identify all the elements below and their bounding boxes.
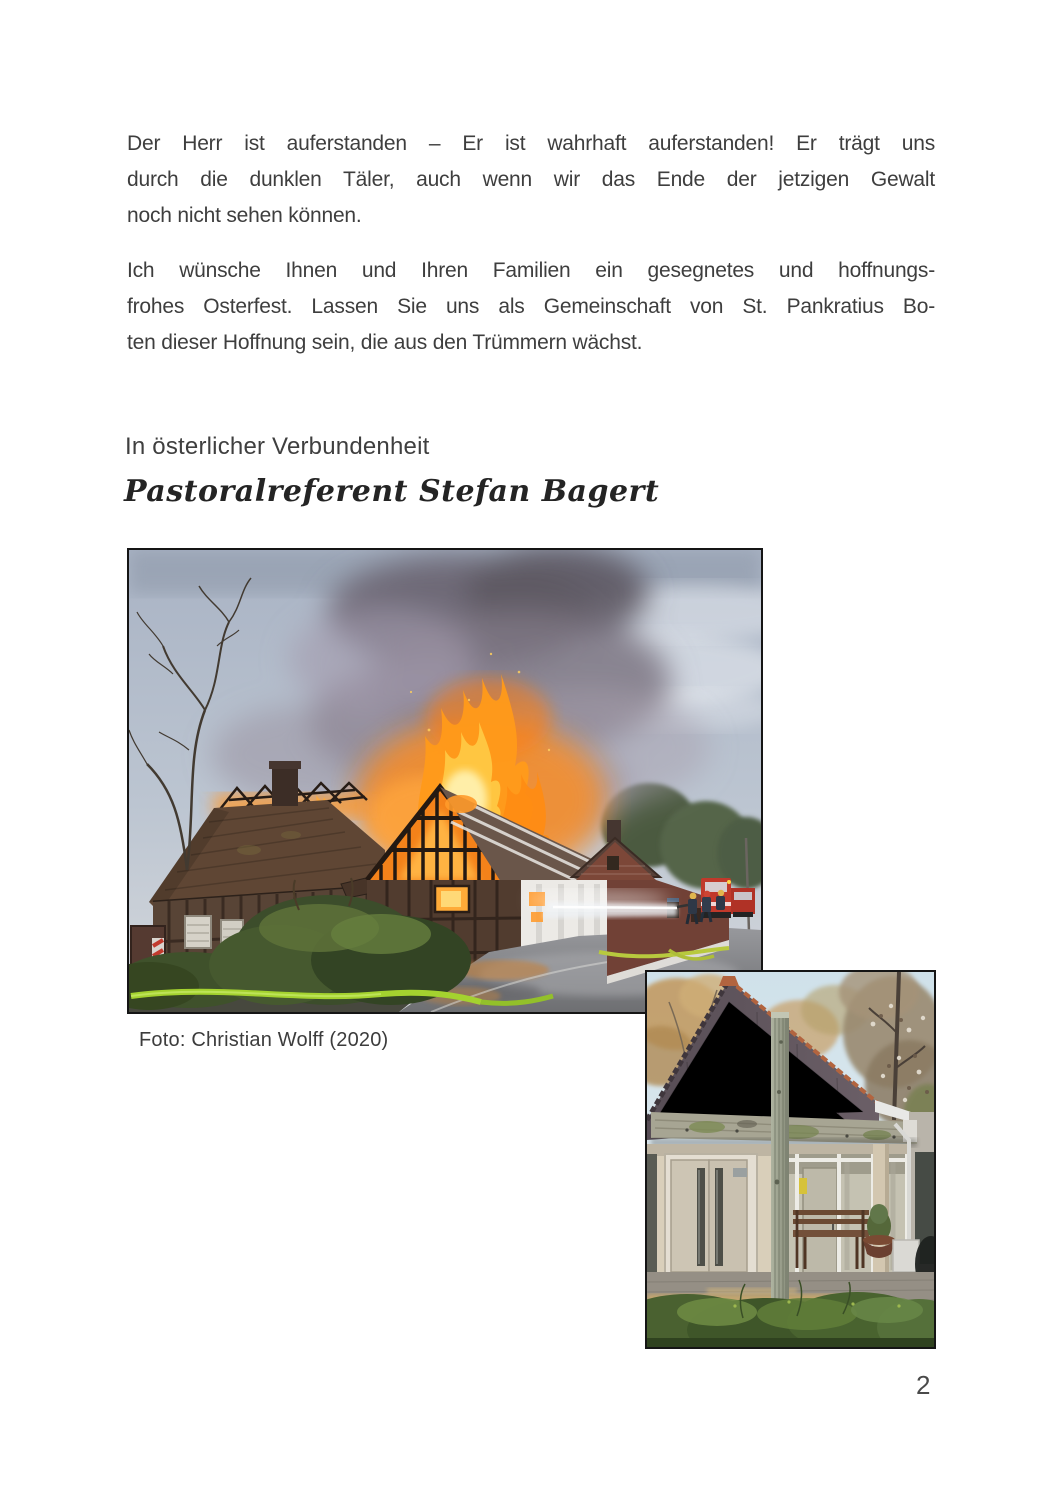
text-line: ten dieser Hoffnung sein, die aus den Trümmern wächst. (127, 331, 643, 354)
wooden-cross-post (771, 1012, 789, 1317)
burning-farmhouse-illustration (129, 550, 761, 1012)
photo-caption: Foto: Christian Wolff (2020) (139, 1029, 389, 1051)
paragraph-easter-wishes (127, 253, 935, 361)
text-line: Der Herr ist auferstanden – Er ist wahrhaft auferstanden! Er trägt uns (127, 132, 935, 155)
text-line: frohes Osterfest. Lassen Sie uns als Gemeinschaft von St. Pankratius Bo- (127, 295, 935, 318)
door-sign (733, 1168, 747, 1177)
burning-farmhouse-photo (127, 548, 763, 1014)
page-number: 2 (916, 1370, 931, 1400)
closing-line: In österlicher Verbundenheit (125, 433, 430, 460)
text-line: Ich wünsche Ihnen und Ihren Familien ein gesegnetes und hoffnungs- (127, 259, 935, 282)
parish-center-illustration (647, 972, 934, 1347)
white-planter-box (893, 1240, 919, 1272)
text-line: durch die dunklen Täler, auch wenn wir das Ende der jetzigen Gewalt (127, 168, 935, 191)
side-window (647, 1154, 657, 1274)
water-jet (529, 890, 677, 918)
text-line: noch nicht sehen können. (127, 204, 362, 227)
double-door (665, 1154, 757, 1274)
parish-center-cross-photo (645, 970, 936, 1349)
chimney (272, 766, 298, 806)
paragraph-easter-greeting (127, 126, 935, 234)
signature-pastoralreferent: Pastoralreferent Stefan Bagert (124, 474, 660, 509)
shuttered-window (185, 916, 211, 948)
